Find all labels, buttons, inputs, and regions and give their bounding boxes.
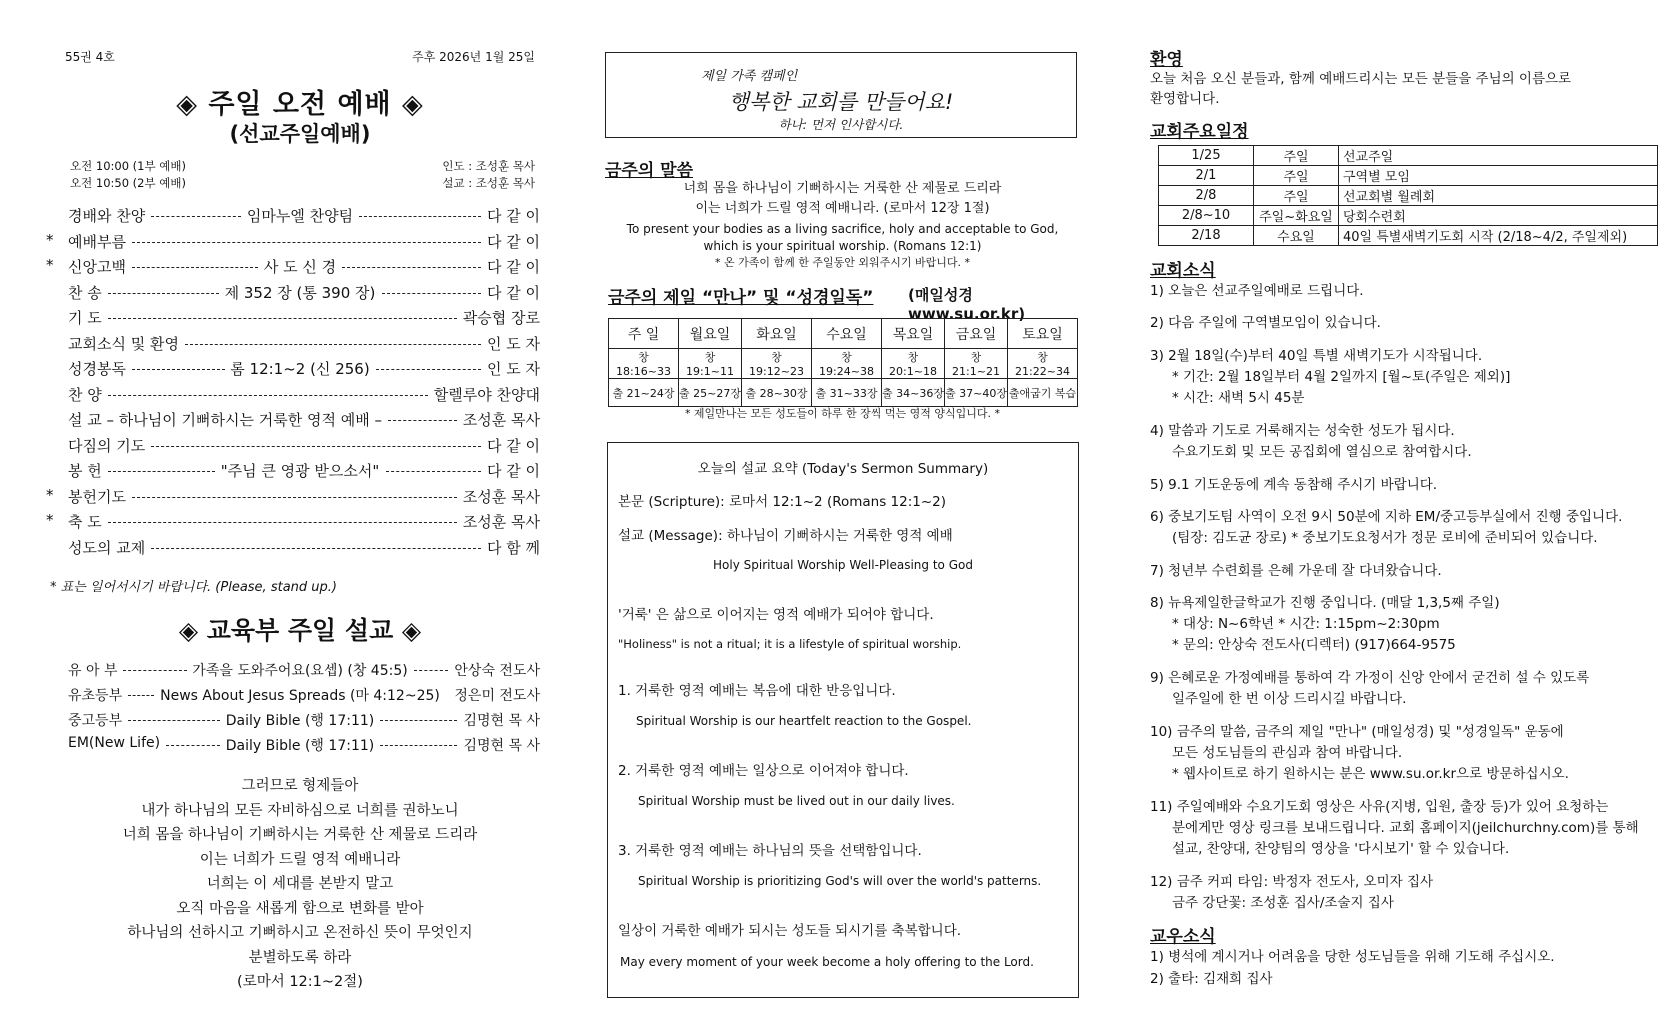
schedule-event: 구역별 모임	[1339, 166, 1658, 186]
order-person: 조성훈 목사	[462, 487, 540, 506]
news-item: * 문의: 안상숙 전도사(디렉터) (917)664-9575	[1172, 637, 1456, 653]
order-person: 다 같 이	[486, 462, 540, 480]
reading-cell: 출 31~33장	[812, 379, 882, 407]
leader-dashes	[108, 293, 219, 294]
manna-subtitle: (매일성경 www.su.or.kr)	[908, 286, 1026, 323]
order-row	[60, 358, 540, 382]
order-label: 예배부름	[68, 232, 126, 251]
leader-dashes	[151, 216, 241, 217]
schedule-day: 주일~화요일	[1254, 206, 1339, 226]
day-header: 월요일	[679, 319, 742, 349]
standing-mark: *	[46, 511, 54, 529]
day-header: 화요일	[742, 319, 812, 349]
news-item: 모든 성도님들의 관심과 참여 바랍니다.	[1172, 745, 1403, 761]
department-label: EM(New Life)	[68, 735, 161, 751]
news-item: 설교, 찬양대, 찬양팀의 영상을 '다시보기' 할 수 있습니다.	[1172, 841, 1510, 857]
sermon-title: Daily Bible (행 17:11)	[225, 738, 375, 754]
leader-dashes	[166, 745, 220, 746]
order-row	[60, 435, 540, 459]
sermon-blessing-en: May every moment of your week become a holy offering to the Lord.	[620, 955, 1034, 969]
day-header: 주 일	[609, 319, 679, 349]
bulletin-date: 주후 2026년 1월 25일	[412, 50, 535, 64]
news-item: 12) 금주 커피 타임: 박정자 전도사, 오미자 집사	[1150, 874, 1434, 890]
welcome-line-1: 오늘 처음 오신 분들과, 함께 예배드리시는 모든 분들을 주님의 이름으로	[1150, 71, 1572, 87]
family-campaign-box	[605, 52, 1077, 138]
leader-dashes	[386, 471, 482, 472]
reading-cell: 창 21:22~34	[1008, 349, 1078, 379]
reading-cell: 출 28~30장	[742, 379, 812, 407]
leader-dashes	[123, 670, 187, 671]
news-item: (팀장: 김도균 장로) * 중보기도요청서가 정문 로비에 준비되어 있습니다.	[1172, 530, 1598, 546]
news-item: 일주일에 한 번 이상 드리시길 바랍니다.	[1172, 691, 1407, 707]
news-item: 6) 중보기도팀 사역이 오전 9시 50분에 지하 EM/중고등부실에서 진행 중입니다.	[1150, 509, 1623, 525]
weekly-word-title: 금주의 말씀	[605, 161, 694, 181]
manna-note: * 제일만나는 모든 성도들이 하루 한 장씩 먹는 영적 양식입니다. *	[684, 407, 1001, 420]
sermon-summary-heading: 오늘의 설교 요약 (Today's Sermon Summary)	[697, 461, 989, 477]
verse-line: 그러므로 형제들아	[241, 778, 359, 794]
order-label: 봉헌기도	[68, 487, 126, 506]
schedule-row	[1159, 146, 1658, 166]
schedule-row	[1159, 206, 1658, 226]
sermon-point-1: 1. 거룩한 영적 예배는 복음에 대한 반응입니다.	[618, 683, 896, 699]
leader-dashes	[128, 720, 220, 721]
education-row	[60, 710, 540, 732]
sermon-blessing: 일상이 거룩한 예배가 되시는 성도들 되시기를 축복합니다.	[618, 923, 962, 939]
order-label: 다짐의 기도	[68, 436, 146, 455]
sermon-summary-box	[607, 442, 1079, 998]
order-label: 경배와 찬양	[68, 207, 146, 225]
news-item: 1) 오늘은 선교주일예배로 드립니다.	[1150, 283, 1364, 299]
schedule-date: 2/1	[1159, 166, 1254, 186]
members-title: 교우소식	[1150, 927, 1216, 947]
sermon-point-2-en: Spiritual Worship must be lived out in our daily lives.	[638, 794, 955, 808]
leader-dashes	[359, 216, 481, 217]
news-title: 교회소식	[1150, 261, 1216, 281]
sermon-point-3-en: Spiritual Worship is prioritizing God's will over the world's patterns.	[638, 874, 1042, 888]
order-row	[60, 307, 540, 331]
preacher: 안상숙 전도사	[454, 663, 540, 679]
order-label: 찬 양	[68, 385, 102, 404]
leader-dashes	[388, 420, 457, 421]
department-label: 중고등부	[68, 713, 123, 729]
schedule-date: 1/25	[1159, 146, 1254, 166]
order-person: 인 도 자	[486, 334, 540, 353]
leader-dashes	[108, 471, 215, 472]
schedule-date: 2/18	[1159, 226, 1254, 246]
order-person: 조성훈 목사	[462, 411, 540, 429]
schedule-row	[1159, 186, 1658, 206]
volume-number: 55권 4호	[65, 50, 115, 64]
sermon-title: News About Jesus Spreads (마 4:12~25)	[160, 688, 440, 704]
standing-mark: *	[46, 485, 54, 504]
preacher: 김명현 목 사	[463, 738, 540, 754]
campaign-item: 하나: 먼저 인사합시다.	[778, 117, 904, 132]
news-item: 8) 뉴욕제일한글학교가 진행 중입니다. (매달 1,3,5째 주일)	[1150, 595, 1500, 611]
weekly-word-ko-2: 이는 너희가 드릴 영적 예배니라. (로마서 12장 1절)	[695, 201, 990, 216]
reading-cell: 창 19:24~38	[812, 349, 882, 379]
order-row	[46, 485, 540, 510]
leader-dashes	[128, 695, 154, 696]
news-item: 4) 말씀과 기도로 거룩해지는 성숙한 성도가 됩시다.	[1150, 423, 1455, 439]
order-detail: 롬 12:1~2 (신 256)	[230, 360, 370, 378]
order-person: 다 같 이	[486, 207, 540, 225]
verse-line: 너희는 이 세대를 본받지 말고	[206, 876, 394, 892]
leader-dashes	[151, 548, 481, 549]
order-detail: "주님 큰 영광 받으소서"	[220, 462, 380, 480]
standing-mark: *	[46, 256, 54, 274]
education-row	[60, 685, 540, 707]
preacher: 정은미 전도사	[454, 688, 540, 704]
sermon-point-1-en: Spiritual Worship is our heartfelt reaction to the Gospel.	[636, 714, 972, 728]
order-row	[60, 333, 540, 357]
order-label: 설 교 – 하나님이 기뻐하시는 거룩한 영적 예배 –	[68, 411, 382, 429]
verse-line: 하나님의 선하시고 기뻐하시고 온전하신 뜻이 무엇인지	[127, 925, 473, 941]
order-label: 축 도	[68, 513, 102, 531]
reading-cell: 창 19:1~11	[679, 349, 742, 379]
service-times: 오전 10:00 (1부 예배) 오전 10:50 (2부 예배)	[70, 159, 186, 190]
leader-dashes	[132, 267, 258, 268]
schedule-event: 당회수련회	[1339, 206, 1658, 226]
worship-title: ◈ 주일 오전 예배 ◈	[176, 89, 424, 120]
leader-dashes	[108, 318, 457, 319]
verse-line: 이는 너희가 드릴 영적 예배니라	[199, 851, 401, 868]
members-item-2: 2) 출타: 김재희 집사	[1150, 971, 1273, 987]
news-item: 수요기도회 및 모든 공집회에 열심으로 참여합시다.	[1172, 444, 1472, 460]
reading-cell: 창 19:12~23	[742, 349, 812, 379]
news-item: 11) 주일예배와 수요기도회 영상은 사유(지병, 입원, 출장 등)가 있어 요청하는	[1150, 799, 1609, 815]
order-label: 성도의 교제	[68, 538, 146, 557]
order-row	[46, 230, 540, 255]
service-leaders: 인도 : 조성훈 목사 설교 : 조성훈 목사	[442, 159, 535, 190]
members-item-1: 1) 병석에 계시거나 어려움을 당한 성도님들을 위해 기도해 주십시오.	[1150, 949, 1555, 965]
order-row	[60, 409, 540, 433]
schedule-day: 주일	[1254, 146, 1339, 166]
education-row	[60, 660, 540, 682]
reading-cell: 출애굽기 복습	[1008, 379, 1078, 407]
sermon-title: Daily Bible (행 17:11)	[225, 713, 375, 729]
order-label: 교회소식 및 환영	[68, 334, 179, 353]
news-item: 7) 청년부 수련회를 은혜 가운데 잘 다녀왔습니다.	[1150, 563, 1442, 579]
order-label: 기 도	[68, 309, 102, 327]
department-label: 유초등부	[68, 688, 123, 704]
schedule-row	[1159, 166, 1658, 186]
leader-dashes	[132, 242, 481, 243]
worship-subtitle: (선교주일예배)	[229, 122, 371, 146]
schedule-day: 수요일	[1254, 226, 1339, 246]
order-detail: 사 도 신 경	[263, 258, 337, 276]
leader-dashes	[376, 369, 482, 370]
order-row	[60, 282, 540, 306]
reading-cell: 출 25~27장	[679, 379, 742, 407]
scripture-verse	[60, 774, 540, 995]
order-detail: 제 352 장 (통 390 장)	[224, 283, 376, 302]
news-item: 9) 은혜로운 가정예배를 통하여 각 가정이 신앙 안에서 굳건히 설 수 있도록	[1150, 670, 1590, 686]
leader-dashes	[108, 522, 457, 523]
weekly-word-ko-1: 너희 몸을 하나님이 기뻐하시는 거룩한 산 제물로 드리라	[683, 181, 1002, 196]
order-row	[46, 511, 540, 535]
reading-cell: 창 21:1~21	[945, 349, 1008, 379]
education-title: ◈ 교육부 주일 설교 ◈	[178, 616, 422, 645]
verse-line: 내가 하나님의 모든 자비하심으로 너희를 권하노니	[141, 802, 459, 819]
schedule-title: 교회주요일정	[1150, 122, 1249, 142]
weekly-word-en-2: which is your spiritual worship. (Romans 12:1)	[703, 239, 982, 253]
sermon-point-3: 3. 거룩한 영적 예배는 하나님의 뜻을 선택함입니다.	[618, 843, 922, 859]
sermon-message-en: Holy Spiritual Worship Well-Pleasing to God	[713, 558, 973, 572]
news-item: 10) 금주의 말씀, 금주의 제일 "만나" (매일성경) 및 "성경일독" 운동에	[1150, 724, 1564, 740]
standing-mark: *	[46, 230, 54, 249]
sermon-point-intro-en: "Holiness" is not a ritual; it is a lifestyle of spiritual worship.	[618, 637, 962, 651]
reading-cell: 창 20:1~18	[882, 349, 945, 379]
sermon-point-intro: '거룩' 은 삶으로 이어지는 영적 예배가 되어야 합니다.	[618, 607, 934, 623]
campaign-label: 제일 가족 캠페인	[701, 69, 798, 84]
order-label: 성경봉독	[68, 360, 126, 378]
order-row	[60, 384, 540, 408]
leader-dashes	[185, 344, 481, 345]
schedule-row	[1159, 226, 1658, 246]
manna-title: 금주의 제일 “만나” 및 “성경일독”	[608, 288, 874, 308]
news-item: * 기간: 2월 18일부터 4월 2일까지 [월~토(주일은 제외)]	[1172, 369, 1511, 385]
welcome-line-2: 환영합니다.	[1150, 91, 1220, 107]
campaign-slogan: 행복한 교회를 만들어요!	[728, 90, 954, 114]
order-detail: 임마누엘 찬양팀	[246, 207, 354, 225]
welcome-title: 환영	[1150, 50, 1183, 70]
order-person: 다 같 이	[486, 283, 540, 302]
leader-dashes	[342, 267, 481, 268]
reading-cell: 출 37~40장	[945, 379, 1008, 407]
schedule-event: 선교회별 월례회	[1339, 186, 1658, 206]
news-item: 3) 2월 18일(수)부터 40일 특별 새벽기도가 시작됩니다.	[1150, 348, 1483, 364]
news-item: 5) 9.1 기도운동에 계속 동참해 주시기 바랍니다.	[1150, 477, 1438, 493]
verse-line: (로마서 12:1~2절)	[237, 974, 363, 990]
order-row	[46, 256, 540, 280]
sermon-point-2: 2. 거룩한 영적 예배는 일상으로 이어져야 합니다.	[618, 763, 909, 779]
weekly-word-en-1: To present your bodies as a living sacrifice, holy and acceptable to God,	[626, 222, 1059, 236]
sermon-scripture: 본문 (Scripture): 로마서 12:1~2 (Romans 12:1~2)	[618, 494, 947, 510]
reading-cell: 출 34~36장	[882, 379, 945, 407]
news-item: * 웹사이트로 하기 원하시는 분은 www.su.or.kr으로 방문하십시오.	[1172, 766, 1569, 782]
education-row	[60, 735, 540, 757]
order-person: 인 도 자	[486, 360, 540, 378]
schedule-date: 2/8~10	[1159, 206, 1254, 226]
news-item: 금주 강단꽃: 조성훈 집사/조술지 집사	[1172, 895, 1394, 911]
order-person: 다 같 이	[486, 232, 540, 251]
schedule-day: 주일	[1254, 186, 1339, 206]
leader-dashes	[151, 446, 481, 447]
leader-dashes	[382, 293, 482, 294]
verse-line: 분별하도록 하라	[248, 949, 352, 966]
order-row	[60, 537, 540, 561]
weekly-word-note: * 온 가족이 함께 한 주일동안 외워주시기 바랍니다. *	[715, 256, 970, 269]
leader-dashes	[414, 670, 449, 671]
bible-reading-table	[608, 318, 1078, 407]
order-label: 봉 헌	[68, 462, 102, 480]
day-header: 목요일	[882, 319, 945, 349]
schedule-day: 주일	[1254, 166, 1339, 186]
order-person: 다 같 이	[486, 436, 540, 455]
order-row	[60, 460, 540, 484]
leader-dashes	[380, 745, 457, 746]
sermon-title: 가족을 도와주어요(요셉) (창 45:5)	[192, 663, 408, 679]
news-item: * 대상: N~6학년 * 시간: 1:15pm~2:30pm	[1172, 616, 1440, 632]
schedule-event: 선교주일	[1339, 146, 1658, 166]
leader-dashes	[132, 497, 457, 498]
news-item: 분에게만 영상 링크를 보내드립니다. 교회 홈페이지(jeilchurchny.com)를 통해	[1172, 820, 1639, 836]
leader-dashes	[380, 720, 457, 721]
reading-cell: 출 21~24장	[609, 379, 679, 407]
reading-cell: 창 18:16~33	[609, 349, 679, 379]
order-label: 신앙고백	[68, 258, 126, 276]
verse-line: 오직 마음을 새롭게 함으로 변화를 받아	[176, 900, 424, 917]
department-label: 유 아 부	[68, 663, 118, 679]
schedule-date: 2/8	[1159, 186, 1254, 206]
schedule-table	[1158, 145, 1658, 246]
news-item: 2) 다음 주일에 구역별모임이 있습니다.	[1150, 315, 1381, 331]
order-person: 할렐루야 찬양대	[433, 385, 540, 404]
order-person: 다 함 께	[486, 538, 540, 557]
order-person: 조성훈 목사	[462, 513, 540, 531]
news-item: * 시간: 새벽 5시 45분	[1172, 390, 1305, 406]
sermon-message: 설교 (Message): 하나님이 기뻐하시는 거룩한 영적 예배	[618, 528, 953, 544]
order-row	[60, 205, 540, 229]
leader-dashes	[132, 369, 225, 370]
schedule-event: 40일 특별새벽기도회 시작 (2/18~4/2, 주일제외)	[1339, 226, 1658, 246]
standing-note: * 표는 일어서시기 바랍니다. (Please, stand up.)	[50, 580, 337, 595]
order-person: 곽승협 장로	[462, 309, 540, 327]
leader-dashes	[108, 395, 428, 396]
day-header: 수요일	[812, 319, 882, 349]
preacher: 김명현 목 사	[463, 713, 540, 729]
day-header: 토요일	[1008, 319, 1078, 349]
day-header: 금요일	[945, 319, 1008, 349]
order-person: 다 같 이	[486, 258, 540, 276]
verse-line: 너희 몸을 하나님이 기뻐하시는 거룩한 산 제물로 드리라	[122, 827, 478, 843]
order-label: 찬 송	[68, 283, 102, 302]
